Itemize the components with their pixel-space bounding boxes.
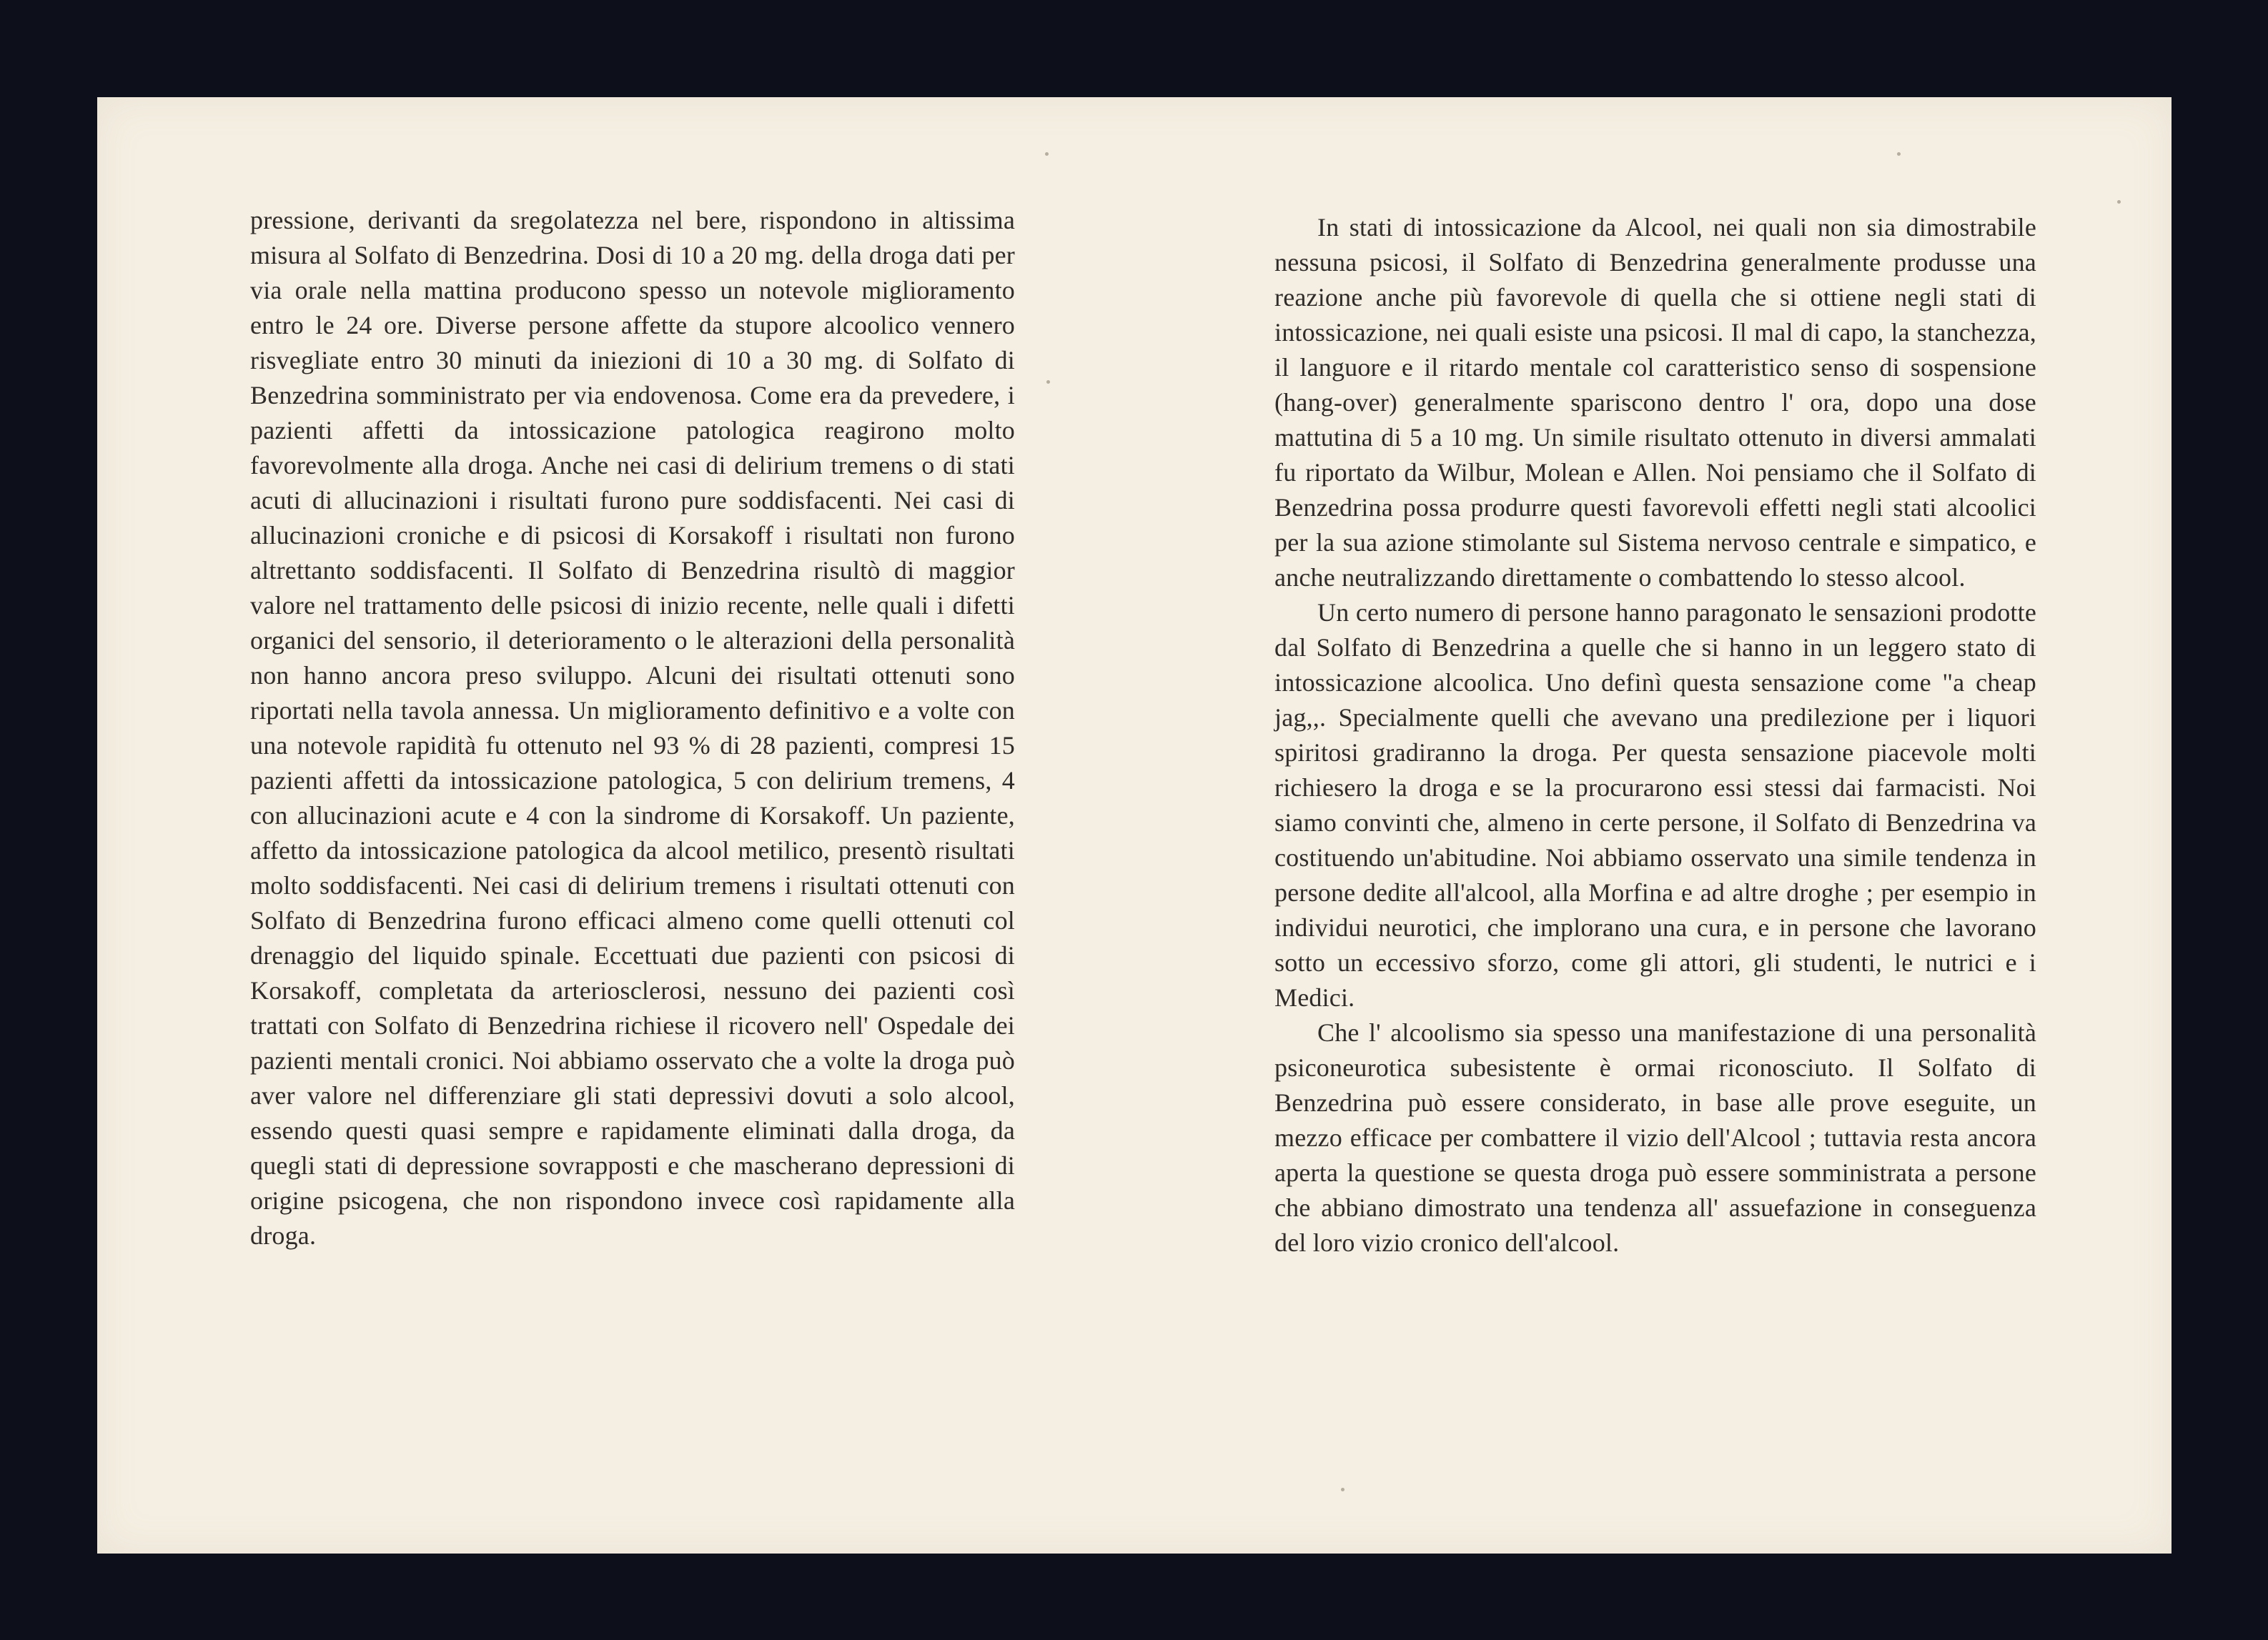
left-column bbox=[250, 203, 1015, 1253]
paper-speck bbox=[1045, 152, 1049, 156]
paragraph: Un certo numero di persone hanno paragonato le sensazioni prodotte dal Solfato di Benzedrina a quelle che si hanno in un leggero stato di intossicazione alcoolica. Uno definì questa sensazione come "a cheap jag,,. Specialmente quelli che avevano una predilezione per i liquori spiritosi gradiranno la droga. Per questa sensazione piacevole molti richiesero la droga e se la procurarono essi stessi dai farmacisti. Noi siamo convinti che, almeno in certe persone, il Solfato di Benzedrina va costituendo un'abitudine. Noi abbiamo osservato una simile tendenza in persone dedite all'alcool, alla Morfina e ad altre droghe ; per esempio in individui neurotici, che implorano una cura, e in persone che lavorano sotto un eccessivo sforzo, come gli attori, gli studenti, le nutrici e i Medici. bbox=[1274, 598, 2036, 1012]
paragraph: pressione, derivanti da sregolatezza nel bere, rispondono in altissima misura al Solfato di Benzedrina. Dosi di 10 a 20 mg. della droga dati per via orale nella mattina producono spesso un notevole miglioramento entro le 24 ore. Diverse persone affette da stupore alcoolico vennero risvegliate entro 30 minuti da iniezioni di 10 a 30 mg. di Solfato di Benzedrina somministrato per via endovenosa. Come era da prevedere, i pazienti affetti da intossicazione patologica reagirono molto favorevolmente alla droga. Anche nei casi di delirium tremens o di stati acuti di allucinazioni i risultati furono pure soddisfacenti. Nei casi di allucinazioni croniche e di psicosi di Korsakoff i risultati non furono altrettanto soddisfacenti. Il Solfato di Benzedrina risultò di maggior valore nel trattamento delle psicosi di inizio recente, nelle quali i difetti organici del sensorio, il deterioramento o le alterazioni della personalità non hanno ancora preso sviluppo. Alcuni dei risultati ottenuti sono riportati nella tavola annessa. Un miglioramento definitivo e a volte con una notevole rapidità fu ottenuto nel 93 % di 28 pazienti, compresi 15 pazienti affetti da intossicazione patologica, 5 con delirium tremens, 4 con allucinazioni acute e 4 con la sindrome di Korsakoff. Un paziente, affetto da intossicazione patologica da alcool metilico, presentò risultati molto soddisfacenti. Nei casi di delirium tremens i risultati ottenuti con Solfato di Benzedrina furono efficaci almeno come quelli ottenuti col drenaggio del liquido spinale. Eccettuati due pazienti con psicosi di Korsakoff, completata da arteriosclerosi, nessuno dei pazienti così trattati con Solfato di Benzedrina richiese il ricovero nell' Ospedale dei pazienti mentali cronici. Noi abbiamo osservato che a volte la droga può aver valore nel differenziare gli stati depressivi dovuti a solo alcool, essendo questi quasi sempre e rapidamente eliminati dalla droga, da quegli stati di depressione sovrapposti e che mascherano depressioni di origine psicogena, che non rispondono invece così rapidamente alla droga. bbox=[250, 206, 1015, 1250]
paper-speck bbox=[1341, 1488, 1345, 1491]
paper-speck bbox=[1897, 152, 1901, 156]
paper-speck bbox=[2117, 200, 2121, 204]
paper-speck bbox=[1046, 380, 1050, 384]
paragraph: Che l' alcoolismo sia spesso una manifestazione di una personalità psiconeurotica subesistente è ormai riconosciuto. Il Solfato di Benzedrina può essere considerato, in base alle prove eseguite, un mezzo efficace per combattere il vizio dell'Alcool ; tuttavia resta ancora aperta la questione se questa droga può essere somministrata a persone che abbiano dimostrato una tendenza all' assuefazione in conseguenza del loro vizio cronico dell'alcool. bbox=[1274, 1018, 2036, 1257]
page-sheet bbox=[97, 97, 2172, 1554]
right-column bbox=[1274, 210, 2036, 1261]
paragraph: In stati di intossicazione da Alcool, nei quali non sia dimostrabile nessuna psicosi, il Solfato di Benzedrina generalmente produsse una reazione anche più favorevole di quella che si ottiene negli stati di intossicazione, nei quali esiste una psicosi. Il mal di capo, la stanchezza, il languore e il ritardo mentale col caratteristico senso di sospensione (hang-over) generalmente spariscono dentro l' ora, dopo una dose mattutina di 5 a 10 mg. Un simile risultato ottenuto in diversi ammalati fu riportato da Wilbur, Molean e Allen. Noi pensiamo che il Solfato di Benzedrina possa produrre questi favorevoli effetti negli stati alcoolici per la sua azione stimolante sul Sistema nervoso centrale e simpatico, e anche neutralizzando direttamente o combattendo lo stesso alcool. bbox=[1274, 213, 2036, 592]
